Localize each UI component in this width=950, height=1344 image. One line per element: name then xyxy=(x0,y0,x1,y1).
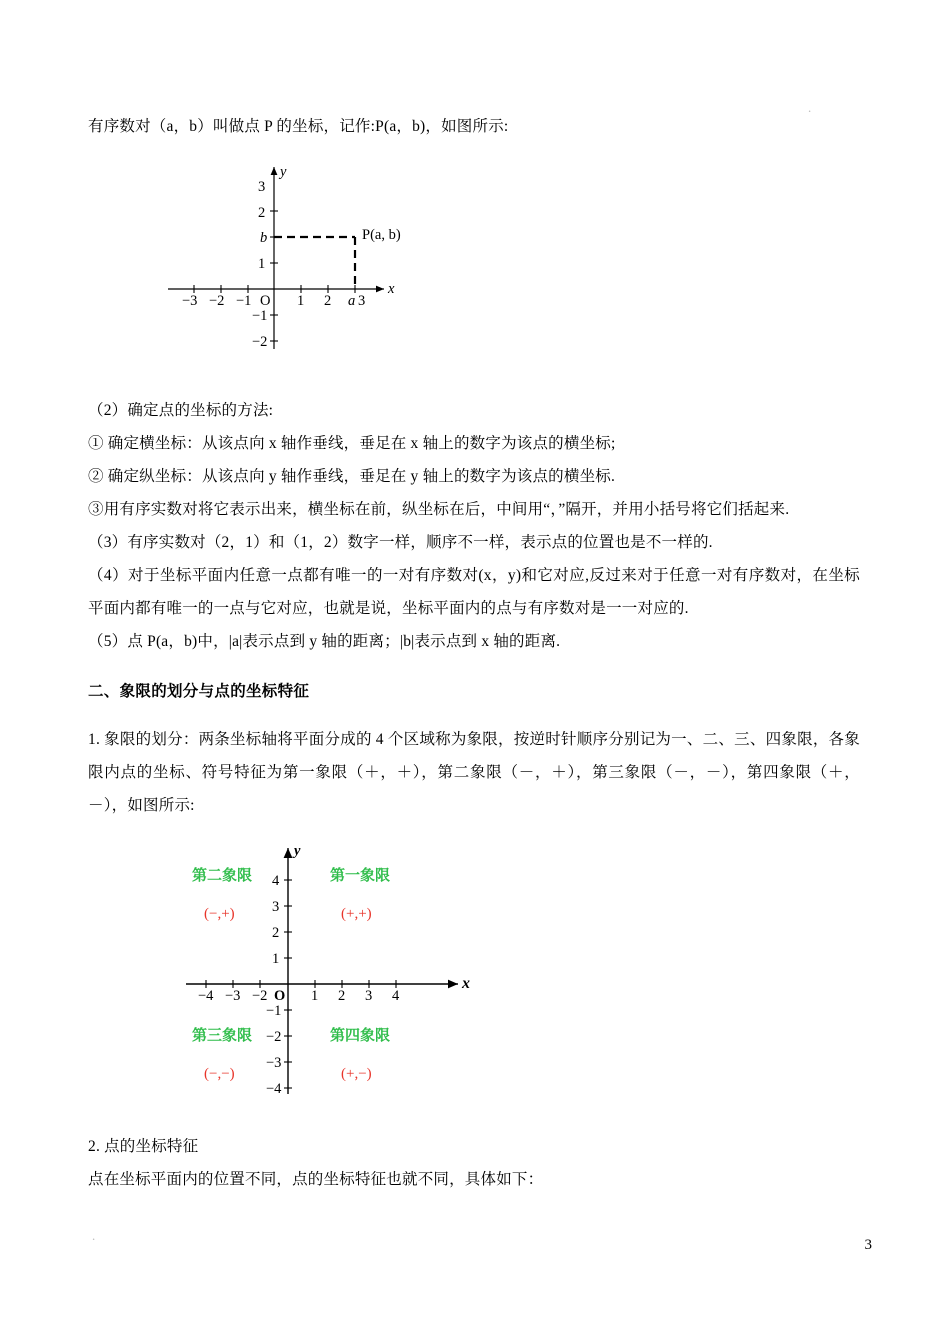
figure2-x-tick-neg-2: −2 xyxy=(252,988,268,1004)
item-4: （4）对于坐标平面内任意一点都有唯一的一对有序数对(x，y)和它对应,反过来对于任意一对有序数对，在坐标平面内都有唯一的一点与它对应，也就是说，坐标平面内的点与有序数对是一一对应的. xyxy=(88,567,860,617)
figure1-x-tick-1: 1 xyxy=(297,293,305,309)
item-5: （5）点 P(a，b)中，|a|表示点到 y 轴的距离；|b|表示点到 x 轴的距离. xyxy=(88,633,561,650)
quadrant-4-signs: (+,−) xyxy=(341,1066,372,1082)
figure2-y-tick-4: 4 xyxy=(272,873,280,889)
figure1-y-tick-3: 3 xyxy=(258,179,266,195)
figure1-y-tick-2: 2 xyxy=(258,205,266,221)
intro-paragraph: 有序数对（a，b）叫做点 P 的坐标，记作:P(a，b)，如图所示: xyxy=(88,118,509,135)
quadrant-1-signs: (+,+) xyxy=(341,906,372,922)
figure2-y-axis-label: y xyxy=(294,843,301,859)
figure2-y-tick-3: 3 xyxy=(272,899,280,915)
top-dot-mark: . xyxy=(808,100,812,115)
figure2-y-tick-1: 1 xyxy=(272,951,280,967)
figure1-x-tick-neg-1: −1 xyxy=(236,293,252,309)
figure2-x-tick-4: 4 xyxy=(392,988,400,1004)
quadrant-4-name: 第四象限 xyxy=(330,1026,391,1044)
section2-heading: 二、象限的划分与点的坐标特征 xyxy=(88,681,310,700)
figure1-b-label: b xyxy=(260,230,268,246)
method-step-3: ③用有序实数对将它表示出来，横坐标在前，纵坐标在后，中间用“，”隔开，并用小括号将它们括起来. xyxy=(88,501,790,518)
figure2-x-tick-3: 3 xyxy=(365,988,373,1004)
figure1-x-tick-neg-3: −3 xyxy=(182,293,198,309)
section2-item-2-text: 点在坐标平面内的位置不同，点的坐标特征也就不同，具体如下： xyxy=(88,1171,544,1188)
figure2-y-tick-neg-4: −4 xyxy=(266,1081,282,1097)
figure1-origin-label: O xyxy=(260,293,271,309)
figure-quadrants xyxy=(178,828,598,1108)
figure1-x-tick-neg-2: −2 xyxy=(209,293,225,309)
figure1-y-tick-1: 1 xyxy=(258,256,266,272)
figure2-y-tick-2: 2 xyxy=(272,925,280,941)
quadrant-1-name: 第一象限 xyxy=(330,866,391,884)
figure2-x-axis-label: x xyxy=(462,975,470,992)
quadrant-2-name: 第二象限 xyxy=(192,866,253,884)
figure1-y-axis-label: y xyxy=(280,164,287,180)
method-step-1: ① 确定横坐标：从该点向 x 轴作垂线，垂足在 x 轴上的数字为该点的横坐标; xyxy=(88,435,616,452)
method-title: （2）确定点的坐标的方法: xyxy=(88,402,274,419)
figure1-y-tick-neg-1: −1 xyxy=(252,308,268,324)
figure1-a-label: a xyxy=(348,293,356,309)
method-step-2: ② 确定纵坐标：从该点向 y 轴作垂线，垂足在 y 轴上的数字为该点的横坐标. xyxy=(88,468,616,485)
quadrant-2-signs: (−,+) xyxy=(204,906,235,922)
figure2-x-tick-neg-4: −4 xyxy=(198,988,214,1004)
quadrant-3-signs: (−,−) xyxy=(204,1066,235,1082)
figure2-x-tick-neg-3: −3 xyxy=(225,988,241,1004)
figure1-x-axis-label: x xyxy=(388,281,395,297)
figure1-svg xyxy=(156,151,516,366)
figure2-x-tick-2: 2 xyxy=(338,988,346,1004)
page-number: 3 xyxy=(864,1237,872,1253)
figure2-y-tick-neg-3: −3 xyxy=(266,1055,282,1071)
page-content xyxy=(88,110,860,1196)
figure1-point-label: P(a, b) xyxy=(362,227,401,243)
item-3: （3）有序实数对（2，1）和（1，2）数字一样，顺序不一样，表示点的位置也是不一样的. xyxy=(88,534,713,551)
figure1-x-tick-2: 2 xyxy=(324,293,332,309)
figure2-x-tick-1: 1 xyxy=(311,988,319,1004)
figure1-y-tick-neg-2: −2 xyxy=(252,334,268,350)
quadrant-3-name: 第三象限 xyxy=(192,1026,253,1044)
section2-item-2: 2. 点的坐标特征 xyxy=(88,1138,199,1155)
bottom-dot-mark: . xyxy=(92,1228,96,1243)
figure2-origin-label: O xyxy=(274,988,286,1004)
figure-point-coordinates xyxy=(156,151,516,366)
section2-item-1: 1. 象限的划分：两条坐标轴将平面分成的 4 个区域称为象限，按逆时针顺序分别记为一、二、三、四象限，各象限内点的坐标、符号特征为第一象限（＋，＋），第二象限（－，＋），第三象限（－，－），第四象限（＋，－），如图所示: xyxy=(88,731,860,814)
figure1-x-tick-3: 3 xyxy=(358,293,366,309)
figure2-y-tick-neg-2: −2 xyxy=(266,1029,282,1045)
figure2-y-tick-neg-1: −1 xyxy=(266,1003,282,1019)
